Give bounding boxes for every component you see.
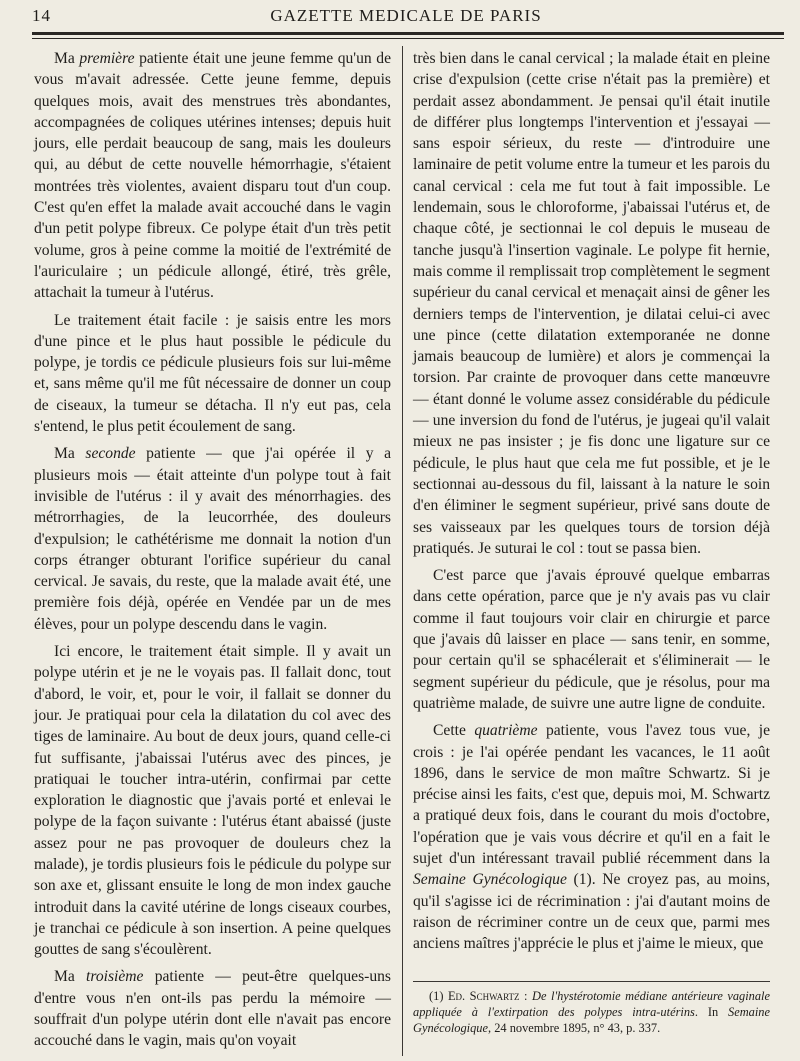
column-divider bbox=[402, 46, 403, 1056]
paragraph-fourth-patient: Cette quatrième patiente, vous l'avez tous vue, je crois : je l'ai opérée pendant les vacances, le 11 août 1896, dans le service de mon maître Schwartz. Si je précise ainsi les faits, c'est que, depuis moi, M. Schwartz a pratiqué deux fois, dans le courant du mois d'octobre, l'opération que je vais vous décrire et qu'il en a fait le sujet d'un intéressant travail publié récemment dans la Semaine Gynécologique (1). Ne croyez pas, au moins, qu'il s'agisse ici de récrimination : j'ai d'autant moins de raison de récriminer contre un de ceux que, parmi mes anciens maîtres j'apprécie le plus et j'aime le mieux, que bbox=[413, 722, 771, 953]
paragraph-first-treatment: Le traitement était facile : je saisis entre les mors d'une pince et le plus haut possible le pédicule du polype, je tordis ce pédicule plusieurs fois sur lui-même et, sans même qu'il me fût nécessaire de donner un coup de ciseaux, la tumeur se détacha. Il n'y eut pas, cela s'entend, le plus petit écoulement de sang. bbox=[34, 311, 391, 436]
paragraph-second-treatment: Ici encore, le traitement était simple. Il y avait un polype utérin et je ne le voyais pas. Il fallait donc, tout d'abord, le voir, et, pour le voir, il fallait se donner du jour. Je pratiquai pour cela la dilatation du col avec des tiges de laminaire. Au bout de deux jours, quand celle-ci fut suffisante, j'abaissai l'utérus avec des pinces, je pratiquai le toucher intra-utérin, confirmai par cette exploration le diagnostic que j'avais porté et enlevai le polype de la façon suivante : l'utérus étant abaissé (juste assez pour ne pas provoquer de douleurs chez la malade), je tordis plusieurs fois le pédicule du polype sur son axe et, glissant ensuite le long de mon index gauche introduit dans la cavité utérine de longs ciseaux courbes, je tranchai ce pédicule à son insertion. A peine quelques gouttes de sang s'écoulèrent. bbox=[34, 643, 391, 959]
footnote: (1) Ed. Schwartz : De l'hystérotomie médiane antérieure vaginale appliquée à l'extirpation des polypes intra-utérins. In Semaine Gynécologique, 24 novembre 1895, n° 43, p. 337. bbox=[413, 989, 771, 1035]
paragraph-third-continued: très bien dans le canal cervical ; la malade était en pleine crise d'expulsion (cette crise n'était pas la première) et perdait assez abondamment. Je pensai qu'il était inutile de différer plus longtemps l'intervention et j'essayai — sans espoir sérieux, du reste — d'introduire une laminaire de petit volume entre la tumeur et les parois du canal cervical : cela me fut tout à fait impossible. Le lendemain, sous le chloroforme, j'abaissai l'utérus et, de chaque côté, je sectionnai le col depuis le museau de tanche jusqu'à l'insertion vaginale. Le polype fit hernie, mais comme il remplissait trop complètement le segment supérieur du canal cervical et menaçait ainsi de gêner les derniers temps de l'intervention, je dilatai celui-ci avec une pince (cette dilatation extemporanée ne donne jamais beaucoup de lumière) et alors je commençai la torsion. Par crainte de provoquer dans cette manœuvre — étant donné le volume assez considérable du pédicule — une inversion du fond de l'utérus, je jugeai qu'il valait mieux ne pas insister ; je fis donc une ligature sur ce pédicule, le plus haut que cela me fut possible, et je le sectionnai au-dessous du fil, laissant à la nature le soin d'en éliminer le segment supérieur, privé sans doute de ses vaisseaux par les quelques tours de torsion déjà pratiqués. Je suturai le col : tout se passa bien. bbox=[413, 50, 770, 557]
header-rule-thin bbox=[32, 38, 784, 39]
paragraph-embarras: C'est parce que j'avais éprouvé quelque embarras dans cette opération, parce que je n'y avais pas vu clair comme il faut toujours voir clair en chirurgie et parce que j'avais dû laisser en place — sans tenir, en somme, pour certain qu'il se sphacélerait et s'éliminerait — le segment supérieur du pédicule, que je résolus, pour ma quatrième malade, de suivre une autre ligne de conduite. bbox=[413, 567, 770, 712]
journal-title: GAZETTE MEDICALE DE PARIS bbox=[270, 6, 542, 25]
footnote-journal: Semaine Gynécologique bbox=[413, 1005, 770, 1035]
footnote-author: Ed. Schwartz bbox=[447, 989, 520, 1003]
right-column bbox=[413, 48, 770, 960]
paragraph-second-patient: Ma seconde patiente — que j'ai opérée il y a plusieurs mois — était atteinte d'un polype tout à fait invisible de l'utérus : il y avait des ménorrhagies. des métrorrhagies, de la leucorrhée, des douleurs d'expulsion; le cathétérisme me donnait la notion d'un corps étranger obturant l'orifice supérieur du canal cervical. Je savais, du reste, que la malade avait été, une première fois déjà, opérée en Vendée par un de mes élèves, pour un polype descendu dans le vagin. bbox=[34, 445, 392, 633]
page-header bbox=[26, 4, 786, 30]
paragraph-third-patient: Ma troisième patiente — peut-être quelques-uns d'entre vous n'en ont-ils pas perdu la mémoire — souffrait d'un polype utérin dont elle n'avait pas encore accouché dans le vagin, mais qu'on voyait bbox=[34, 968, 391, 1050]
page-number: 14 bbox=[32, 6, 51, 25]
footnote-title: De l'hystérotomie médiane antérieure vaginale appliquée à l'extirpation des polypes intra-utérins bbox=[413, 989, 771, 1019]
footnote-rule bbox=[413, 981, 770, 982]
left-column bbox=[34, 48, 391, 1058]
paragraph-first-patient: Ma première patiente était une jeune femme qu'un de vous m'avait adressée. Cette jeune femme, depuis quelques mois, avait des menstrues très abondantes, accompagnées de coliques utérines intenses; depuis huit jours, elle perdait beaucoup de sang, mais les douleurs qui, au début de cette nouvelle hémorrhagie, s'étaient montrées très violentes, avaient disparu tout d'un coup. C'est qu'en effet la malade avait accouché dans le vagin d'un petit polype fibreux. Ce polype était d'un très petit volume, gros à peine comme la moitié de l'extrémité de l'auriculaire ; un pédicule allongé, étiré, très grêle, attachait la tumeur à l'utérus. bbox=[34, 50, 391, 302]
header-rule-thick bbox=[32, 32, 784, 35]
